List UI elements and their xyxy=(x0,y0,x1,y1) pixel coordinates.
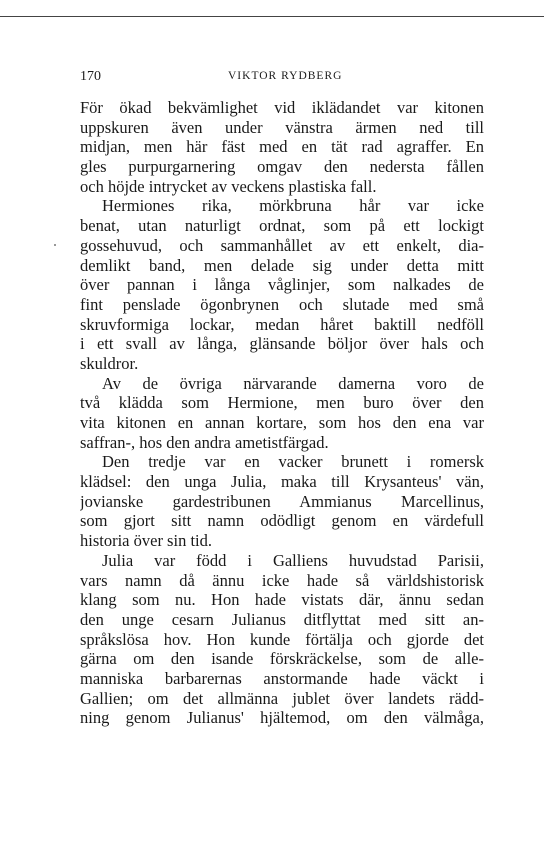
text-line: Av de övriga närvarande damerna voro de xyxy=(102,373,484,393)
text-line: vita kitonen en annan kortare, som hos den ena var xyxy=(80,413,484,432)
text-line: och höjde intrycket av veckens plastiska fall. xyxy=(80,176,377,196)
text-line: gles purpurgarnering omgav den nedersta fållen xyxy=(80,157,484,177)
text-line: som gjort sitt namn odödligt genom en värdefull xyxy=(80,511,484,531)
text-line: skruvformiga lockar, medan håret baktill nedföll xyxy=(80,314,484,334)
text-line: fint penslade ögonbrynen och slutade med små xyxy=(80,294,484,314)
margin-dot xyxy=(54,244,56,246)
text-line: språkslösa hov. Hon kunde förtälja och gjorde det xyxy=(80,629,484,649)
text-line: gärna om den isande förskräckelse, som de alle- xyxy=(80,649,484,669)
text-line: demlikt band, men delade sig under detta mitt xyxy=(80,255,484,275)
text-line: ning genom Julianus' hjältemod, om den välmåga, xyxy=(80,708,484,728)
text-line: över pannan i långa våglinjer, som nalkades de xyxy=(80,275,484,295)
text-line: benat, utan naturligt ordnat, som på ett lockigt xyxy=(80,216,484,236)
running-title: VIKTOR RYDBERG xyxy=(228,70,343,82)
text-line: den unge cesarn Julianus ditflyttat med sitt an- xyxy=(80,609,484,629)
text-line: Den tredje var en vacker brunett i romersk xyxy=(102,452,484,472)
text-line: klang som nu. Hon hade vistats där, ännu sedan xyxy=(80,590,484,610)
text-line: uppskuren även under vänstra ärmen ned till xyxy=(80,117,484,137)
body-text xyxy=(80,98,484,728)
running-header xyxy=(80,69,484,87)
text-line: jovianske gardestribunen Ammianus Marcellinus, xyxy=(80,491,484,511)
page-number: 170 xyxy=(80,69,101,84)
text-line: skuldror. xyxy=(80,353,139,373)
text-line: Julia var född i Galliens huvudstad Parisii, xyxy=(102,550,484,570)
text-line: i ett svall av långa, glänsande böljor över hals och xyxy=(80,334,484,354)
text-line: vars namn då ännu icke hade så världshistorisk xyxy=(80,570,484,590)
top-rule xyxy=(0,16,544,17)
text-line: saffran-, hos den andra ametistfärgad. xyxy=(80,432,329,452)
text-line: gossehuvud, och sammanhållet av ett enkelt, dia- xyxy=(80,235,484,255)
text-line: klädsel: den unga Julia, maka till Krysanteus' vän, xyxy=(80,472,484,492)
text-line: För ökad bekvämlighet vid iklädandet var kitonen xyxy=(80,98,484,117)
text-line: Hermiones rika, mörkbruna hår var icke xyxy=(102,196,484,216)
text-line: historia över sin tid. xyxy=(80,531,212,551)
text-line: midjan, men här fäst med en tät rad agraffer. En xyxy=(80,137,484,157)
text-line: Gallien; om det allmänna jublet över landets rädd- xyxy=(80,688,484,708)
text-line: två klädda som Hermione, men buro över den xyxy=(80,393,484,413)
text-line: manniska barbarernas anstormande hade väckt i xyxy=(80,668,484,688)
